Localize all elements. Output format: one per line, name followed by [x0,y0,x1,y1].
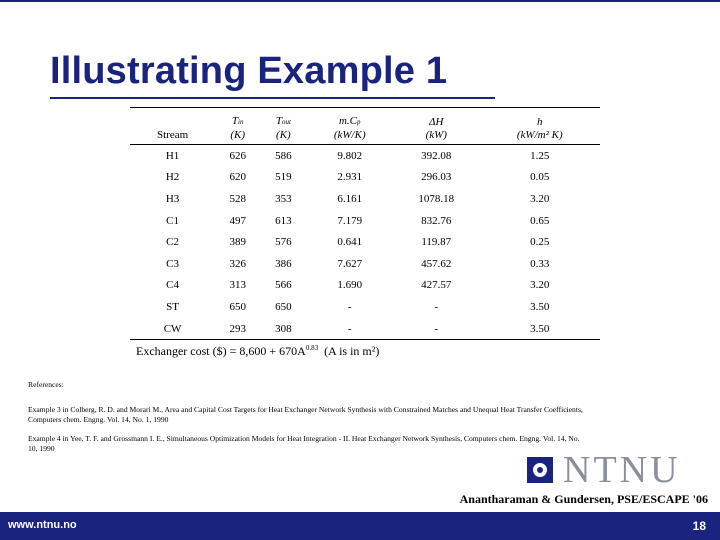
cell-h: 3.20 [530,279,550,292]
cell-tin: 326 [229,257,246,270]
table-row [130,145,600,167]
cell-mcp: - [347,300,352,313]
cell-mcp: 2.931 [337,171,363,184]
references-section [28,380,588,463]
header-delta-h: ΔH (kW) [425,116,447,141]
cell-h: 0.25 [530,236,550,249]
cell-stream: C3 [166,257,179,270]
reference-item: Example 4 in Yee, T. F. and Grossmann I. E., Simultaneous Optimization Models for Heat Integration - II. Heat Exchanger Network Synthesis, Computers chem. Engng. Vol. 14, No. 10, 1990 [28,433,580,453]
table-row [130,275,600,297]
table-row [130,210,600,232]
cell-mcp: 7.179 [337,214,363,227]
cell-tin: 497 [229,214,246,227]
table-row [130,231,600,253]
header-h: h (kW/m² K) [516,116,563,141]
table-row [130,188,600,210]
cell-stream: ST [166,300,179,313]
title-underline [50,97,495,99]
cell-tout: 650 [275,300,292,313]
cell-stream: CW [163,322,182,335]
cell-tin: 626 [229,149,246,162]
cell-delta-h: 1078.18 [418,192,455,205]
cell-stream: C4 [166,279,179,292]
cell-delta-h: 457.62 [421,257,452,270]
cell-delta-h: 427.57 [421,279,452,292]
cell-delta-h: 392.08 [421,149,452,162]
cell-mcp: 6.161 [337,192,363,205]
cell-tin: 620 [229,171,246,184]
header-tin: Tin (K) [230,115,246,141]
footer-url[interactable]: www.ntnu.no [8,519,77,531]
footer-bar [0,512,720,540]
cell-h: 3.50 [530,300,550,313]
cell-tout: 566 [275,279,292,292]
cell-tout: 308 [275,322,292,335]
cell-delta-h: - [434,300,439,313]
cell-tout: 519 [275,171,292,184]
cell-stream: H3 [165,192,180,205]
cell-tout: 586 [275,149,292,162]
ntnu-logo-icon [527,457,553,483]
cell-tin: 313 [229,279,246,292]
cost-exponent: 0.83 [305,344,319,352]
header-stream: Stream [156,129,189,141]
cell-h: 0.65 [530,214,550,227]
top-accent-line [0,0,720,2]
table-row [130,296,600,318]
reference-item: Example 3 in Colberg, R. D. and Morari M., Area and Capital Cost Targets for Heat Exchanger Network Synthesis with Constrained Matches and Unequal Heat Transfer Coefficients, Computers chem. Engng. Vol. 14, No. 1, 1990 [28,404,583,424]
cell-tout: 613 [275,214,292,227]
table-header-row [130,108,600,145]
exchanger-cost-formula [136,344,379,359]
footer-authors: Anantharaman & Gundersen, PSE/ESCAPE '06 [459,492,708,506]
cell-tout: 576 [275,236,292,249]
cost-note: (A is in m²) [324,344,380,358]
cell-tin: 389 [229,236,246,249]
cell-stream: C1 [166,214,179,227]
cell-h: 3.50 [530,322,550,335]
cell-delta-h: 119.87 [421,236,452,249]
table-row [130,167,600,189]
cell-mcp: 7.627 [337,257,363,270]
cell-tin: 528 [229,192,246,205]
ntnu-logo-text: NTNU [563,449,681,491]
cell-tin: 293 [229,322,246,335]
cell-tout: 353 [275,192,292,205]
cell-mcp: 1.690 [337,279,363,292]
header-tout: Tout (K) [275,115,291,141]
cell-h: 1.25 [530,149,550,162]
cell-mcp: 0.641 [337,236,363,249]
cell-delta-h: 832.76 [421,214,452,227]
cell-tout: 386 [275,257,292,270]
cell-stream: C2 [166,236,179,249]
cell-h: 0.33 [530,257,550,270]
cell-tin: 650 [229,300,246,313]
cell-stream: H1 [165,149,180,162]
page-number: 18 [692,519,706,533]
cell-delta-h: - [434,322,439,335]
cell-mcp: - [347,322,352,335]
ntnu-logo [527,451,681,489]
header-mcp: m.Cp (kW/K) [333,115,366,141]
stream-data-table [130,107,600,340]
cell-h: 0.05 [530,171,550,184]
references-heading: References: [28,380,64,389]
cell-h: 3.20 [530,192,550,205]
table-row [130,318,600,340]
cell-stream: H2 [165,171,180,184]
slide-title: Illustrating Example 1 [50,50,448,92]
cost-formula-text: Exchanger cost ($) = 8,600 + 670A [136,344,306,358]
table-row [130,253,600,275]
cell-mcp: 9.802 [337,149,363,162]
cell-delta-h: 296.03 [421,171,452,184]
